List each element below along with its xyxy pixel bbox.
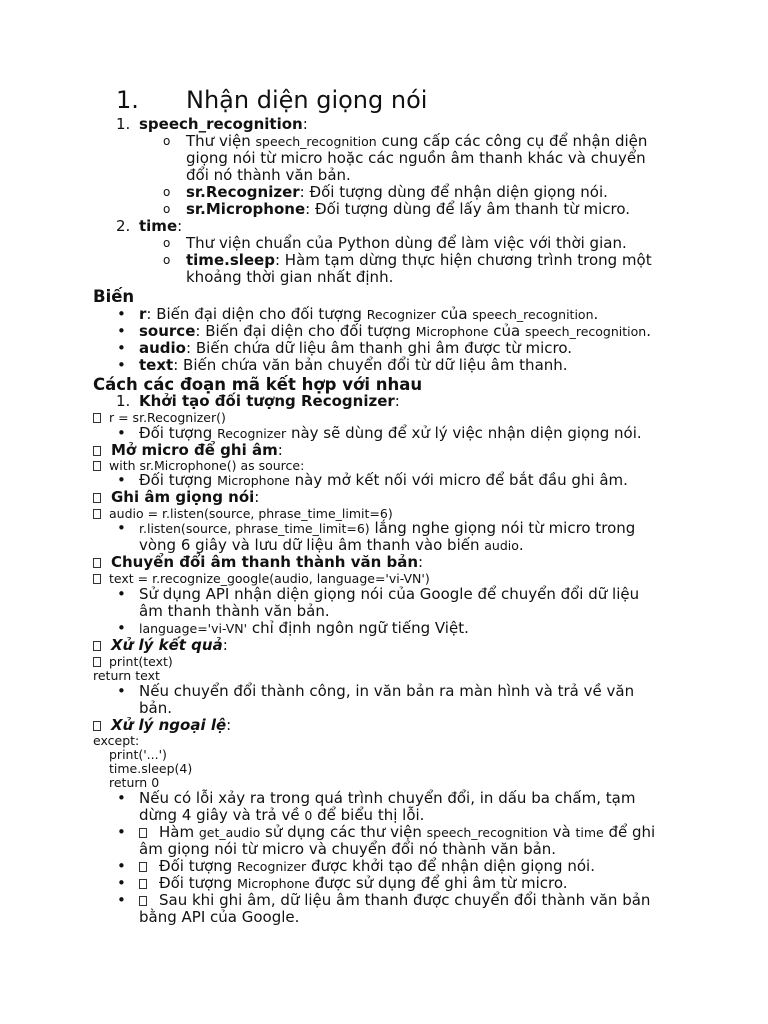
code-line: print(text) <box>109 654 173 669</box>
description-item: Đối tượng Recognizer này sẽ dùng để xử lý việc nhận diện giọng nói. <box>139 424 642 442</box>
code-line: print('...') <box>109 747 167 762</box>
circle-bullet-icon: o <box>163 185 171 199</box>
page-title: Nhận diện giọng nói <box>186 86 428 114</box>
code-line: text = r.recognize_google(audio, language='vi-VN') <box>109 571 430 586</box>
missing-glyph-icon <box>139 824 147 841</box>
variable-item: r: Biến đại diện cho đối tượng Recognizer của speech_recognition. <box>139 305 599 323</box>
bullet-icon: • <box>117 682 126 700</box>
list-item: time.sleep: Hàm tạm dừng thực hiện chương trình trong một <box>186 251 652 269</box>
description-item-cont: bản. <box>139 699 172 717</box>
bullet-icon: • <box>117 305 126 323</box>
variables-heading: Biến <box>93 287 135 306</box>
bullet-icon: • <box>117 424 126 442</box>
missing-glyph-icon <box>139 875 147 892</box>
bullet-icon: • <box>117 585 126 603</box>
list-item: Thư viện speech_recognition cung cấp các công cụ để nhận diện <box>186 132 648 150</box>
variable-item: source: Biến đại diện cho đối tượng Microphone của speech_recognition. <box>139 322 651 340</box>
description-item: Đối tượng Microphone này mở kết nối với micro để bắt đầu ghi âm. <box>139 471 628 489</box>
step-title: Xử lý kết quả: <box>111 636 228 654</box>
bullet-icon: • <box>117 857 126 875</box>
description-item-cont: bằng API của Google. <box>139 908 300 926</box>
missing-glyph-icon <box>93 409 101 426</box>
description-item-cont: âm giọng nói từ micro và chuyển đổi nó thành văn bản. <box>139 840 557 858</box>
step-number: 1. <box>116 392 131 410</box>
code-line: r = sr.Recognizer() <box>109 410 226 425</box>
circle-bullet-icon: o <box>163 202 171 216</box>
bullet-icon: • <box>117 519 126 537</box>
title-number: 1. <box>116 86 139 114</box>
description-item: Sử dụng API nhận diện giọng nói của Google để chuyển đổi dữ liệu <box>139 585 640 603</box>
description-item: Đối tượng Microphone được sử dụng để ghi âm từ micro. <box>159 874 568 892</box>
bullet-icon: • <box>117 874 126 892</box>
bullet-icon: • <box>117 356 126 374</box>
bullet-icon: • <box>117 322 126 340</box>
missing-glyph-icon <box>93 554 101 571</box>
description-item: r.listen(source, phrase_time_limit=6) lắng nghe giọng nói từ micro trong <box>139 519 636 537</box>
step-title: Xử lý ngoại lệ: <box>111 716 232 734</box>
step-title: Khởi tạo đối tượng Recognizer: <box>139 392 400 410</box>
bullet-icon: • <box>117 789 126 807</box>
circle-bullet-icon: o <box>163 253 171 267</box>
missing-glyph-icon <box>139 892 147 909</box>
missing-glyph-icon <box>93 489 101 506</box>
description-item-cont: vòng 6 giây và lưu dữ liệu âm thanh vào biến audio. <box>139 536 524 554</box>
list-item: sr.Microphone: Đối tượng dùng để lấy âm thanh từ micro. <box>186 200 631 218</box>
description-item: Sau khi ghi âm, dữ liệu âm thanh được chuyển đổi thành văn bản <box>159 891 651 909</box>
library-number: 1. <box>116 115 131 133</box>
description-item: Nếu có lỗi xảy ra trong quá trình chuyển đổi, in dấu ba chấm, tạm <box>139 789 636 807</box>
list-item-cont: giọng nói từ micro hoặc các nguồn âm thanh khác và chuyển <box>186 149 646 167</box>
list-item: sr.Recognizer: Đối tượng dùng để nhận diện giọng nói. <box>186 183 608 201</box>
library-heading: time: <box>139 217 183 235</box>
code-line: audio = r.listen(source, phrase_time_limit=6) <box>109 506 393 521</box>
missing-glyph-icon <box>93 457 101 474</box>
code-line: except: <box>93 733 140 748</box>
variable-item: audio: Biến chứa dữ liệu âm thanh ghi âm được từ micro. <box>139 339 573 357</box>
bullet-icon: • <box>117 823 126 841</box>
library-name: speech_recognition <box>139 115 303 133</box>
bullet-icon: • <box>117 471 126 489</box>
library-name: time <box>139 217 178 235</box>
bullet-icon: • <box>117 339 126 357</box>
bullet-icon: • <box>117 891 126 909</box>
combine-heading: Cách các đoạn mã kết hợp với nhau <box>93 375 423 394</box>
code-line: with sr.Microphone() as source: <box>109 458 305 473</box>
code-line: return text <box>93 668 160 683</box>
variable-item: text: Biến chứa văn bản chuyển đổi từ dữ liệu âm thanh. <box>139 356 568 374</box>
missing-glyph-icon <box>93 505 101 522</box>
code-line: time.sleep(4) <box>109 761 193 776</box>
circle-bullet-icon: o <box>163 236 171 250</box>
description-item: Đối tượng Recognizer được khởi tạo để nhận diện giọng nói. <box>159 857 595 875</box>
missing-glyph-icon <box>139 858 147 875</box>
description-item-cont: dừng 4 giây và trả về 0 để biểu thị lỗi. <box>139 806 425 824</box>
step-title: Ghi âm giọng nói: <box>111 488 260 506</box>
code-line: return 0 <box>109 775 160 790</box>
description-item: Hàm get_audio sử dụng các thư viện speech_recognition và time để ghi <box>159 823 656 841</box>
list-item: Thư viện chuẩn của Python dùng để làm việc với thời gian. <box>186 234 627 252</box>
circle-bullet-icon: o <box>163 134 171 148</box>
description-item-cont: âm thanh thành văn bản. <box>139 602 330 620</box>
list-item-cont: đổi nó thành văn bản. <box>186 166 351 184</box>
list-item-cont: khoảng thời gian nhất định. <box>186 268 394 286</box>
step-title: Chuyển đổi âm thanh thành văn bản: <box>111 553 424 571</box>
bullet-icon: • <box>117 619 126 637</box>
description-item: Nếu chuyển đổi thành công, in văn bản ra màn hình và trả về văn <box>139 682 635 700</box>
library-number: 2. <box>116 217 131 235</box>
description-item: language='vi-VN' chỉ định ngôn ngữ tiếng Việt. <box>139 619 469 637</box>
missing-glyph-icon <box>93 637 101 654</box>
missing-glyph-icon <box>93 570 101 587</box>
library-heading: speech_recognition: <box>139 115 308 133</box>
step-title: Mở micro để ghi âm: <box>111 441 283 459</box>
